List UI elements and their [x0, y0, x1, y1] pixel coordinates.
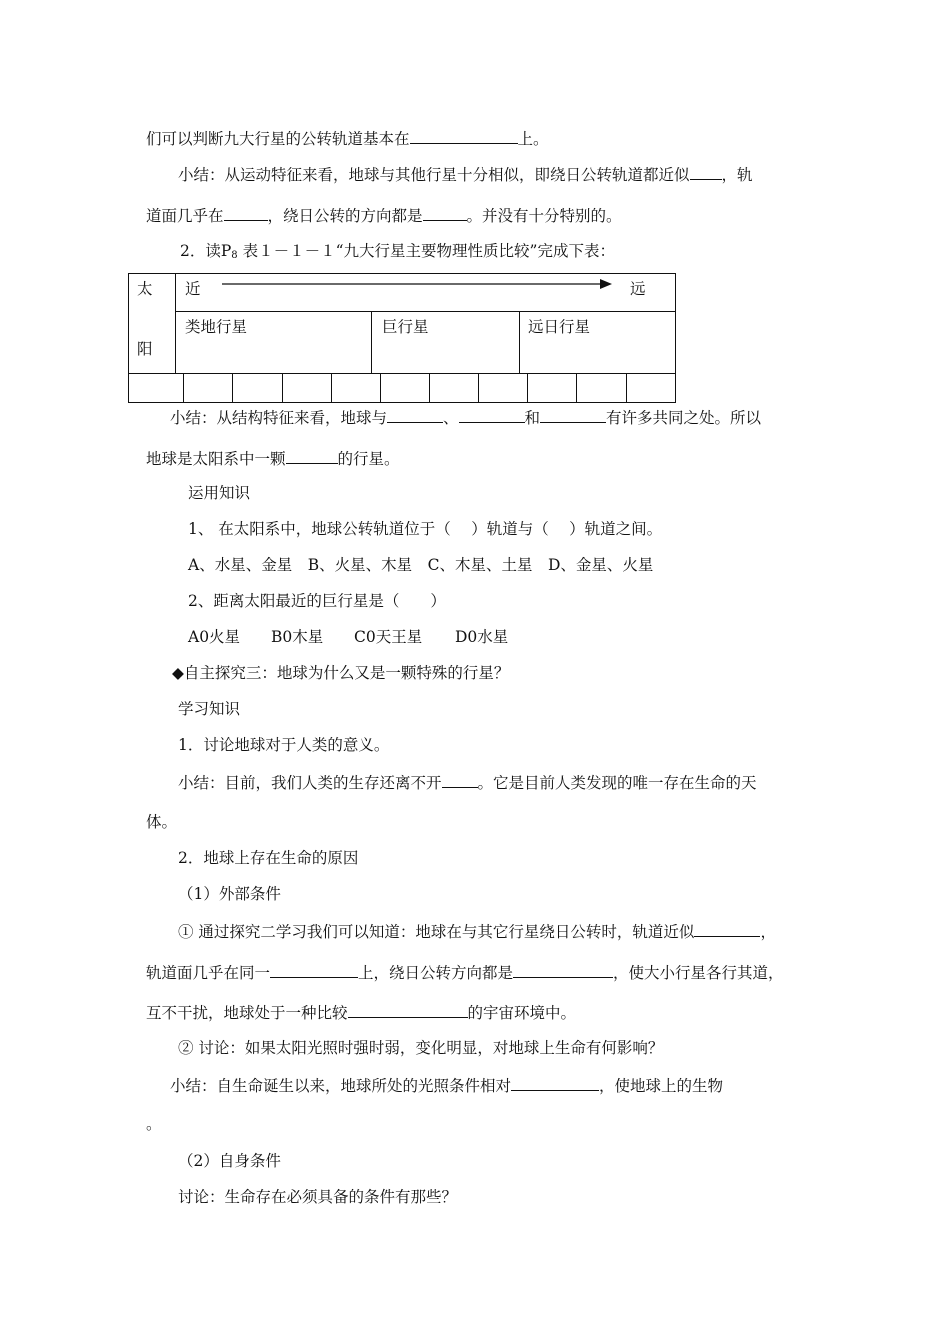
cell-divider: [232, 373, 233, 403]
blank[interactable]: [513, 962, 613, 978]
question-1-options: A、水星、金星 B、火星、木星 C、木星、土星 D、金星、火星: [188, 556, 654, 574]
summary-line: [170, 1075, 723, 1096]
divider: [175, 273, 176, 374]
text: 、: [443, 409, 459, 427]
terrestrial-label: 类地行星: [185, 318, 248, 336]
blank[interactable]: [423, 205, 467, 221]
cell-divider: [527, 373, 528, 403]
text-line: （1）外部条件: [178, 885, 281, 903]
text: 有许多共同之处。所以: [606, 409, 762, 427]
text: ，绕日公转的方向都是: [267, 207, 423, 225]
text: 地球是太阳系中一颗: [146, 450, 286, 468]
distant-label: 远日行星: [528, 318, 591, 336]
divider: [371, 311, 372, 374]
cell-divider: [626, 373, 627, 403]
blank[interactable]: [387, 407, 443, 423]
text: 们可以判断九大行星的公转轨道基本在: [146, 130, 410, 148]
cell-divider: [429, 373, 430, 403]
text: 轨道面几乎在同一: [146, 964, 271, 982]
text: 小结：从运动特征来看，地球与其他行星十分相似，即绕日公转轨道都近似: [178, 166, 690, 184]
far-label: 远: [630, 280, 646, 298]
arrow-right-icon: [222, 277, 612, 291]
cell-divider: [331, 373, 332, 403]
section-heading: 学习知识: [178, 700, 241, 718]
text-line: 体。: [146, 813, 178, 831]
blank[interactable]: [224, 205, 268, 221]
cell-divider: [183, 373, 184, 403]
blank[interactable]: [348, 1002, 468, 1018]
text-line: [146, 1002, 576, 1023]
text: ，: [760, 923, 776, 941]
blank[interactable]: [286, 448, 338, 464]
text: ，轨: [721, 166, 753, 184]
discussion-line: 讨论：生命存在必须具备的条件有那些？: [178, 1188, 458, 1206]
text: ，使地球上的生物: [599, 1077, 724, 1095]
blank[interactable]: [694, 921, 760, 937]
section-heading: 运用知识: [188, 484, 251, 502]
text: 小结：目前，我们人类的生存还离不开: [178, 774, 442, 792]
text: 道面几乎在: [146, 207, 224, 225]
divider: [175, 311, 676, 312]
text-line: [146, 448, 400, 469]
text: 和: [524, 409, 541, 427]
blank[interactable]: [442, 772, 478, 788]
text-line: [146, 128, 549, 149]
divider: [519, 311, 520, 374]
cell-divider: [576, 373, 577, 403]
question-2-option-b: B0木星: [271, 628, 324, 646]
text: 。它是目前人类发现的唯一存在生命的天: [477, 774, 757, 792]
text: 小结：自生命诞生以来，地球所处的光照条件相对: [170, 1077, 512, 1095]
subscript: 8: [231, 250, 238, 261]
discussion-line: ② 讨论：如果太阳光照时强时弱，变化明显，对地球上生命有何影响？: [178, 1039, 664, 1057]
instruction-line: [180, 241, 615, 266]
text-line: [178, 921, 776, 942]
sun-label-top: 太: [137, 280, 153, 298]
text-line: 。: [146, 1115, 162, 1133]
question-2: 2、距离太阳最近的巨行星是（ ）: [188, 592, 446, 610]
text: 。并没有十分特别的。: [466, 207, 622, 225]
question-1: 1、 在太阳系中，地球公转轨道位于（ ）轨道与（ ）轨道之间。: [188, 520, 663, 538]
sun-label-bottom: 阳: [137, 340, 153, 358]
blank[interactable]: [690, 164, 722, 180]
summary-line: [178, 164, 753, 185]
near-label: 近: [185, 280, 201, 298]
text: ① 通过探究二学习我们可以知道：地球在与其它行星绕日公转时，轨道近似: [178, 923, 695, 941]
text: 的宇宙环境中。: [467, 1004, 577, 1022]
cell-divider: [478, 373, 479, 403]
blank[interactable]: [459, 407, 525, 423]
text: 小结：从结构特征来看，地球与: [170, 409, 388, 427]
cell-divider: [380, 373, 381, 403]
text: 表１－１－１“九大行星主要物理性质比较”完成下表：: [237, 242, 615, 260]
summary-line: [178, 772, 757, 793]
blank[interactable]: [270, 962, 358, 978]
text-line: [146, 962, 784, 983]
blank[interactable]: [540, 407, 606, 423]
text-line: 1．讨论地球对于人类的意义。: [178, 736, 390, 754]
text: 的行星。: [337, 450, 400, 468]
text-line: [146, 205, 622, 226]
text: ，使大小行星各行其道，: [613, 964, 784, 982]
giant-label: 巨行星: [382, 318, 429, 336]
summary-line: [170, 407, 761, 428]
text: 互不干扰，地球处于一种比较: [146, 1004, 348, 1022]
text-line: （2）自身条件: [178, 1152, 281, 1170]
section-heading: ◆自主探究三：地球为什么又是一颗特殊的行星？: [172, 664, 510, 682]
answer-row: [128, 373, 676, 403]
text-line: 2．地球上存在生命的原因: [178, 849, 359, 867]
blank[interactable]: [511, 1075, 599, 1091]
question-2-option-d: D0水星: [455, 628, 509, 646]
text: 2．读P: [180, 242, 232, 260]
cell-divider: [282, 373, 283, 403]
text: 上，绕日公转方向都是: [358, 964, 514, 982]
blank[interactable]: [410, 128, 518, 144]
text: 上。: [517, 130, 549, 148]
question-2-option-a: A0火星: [188, 628, 241, 646]
question-2-option-c: C0天王星: [354, 628, 423, 646]
